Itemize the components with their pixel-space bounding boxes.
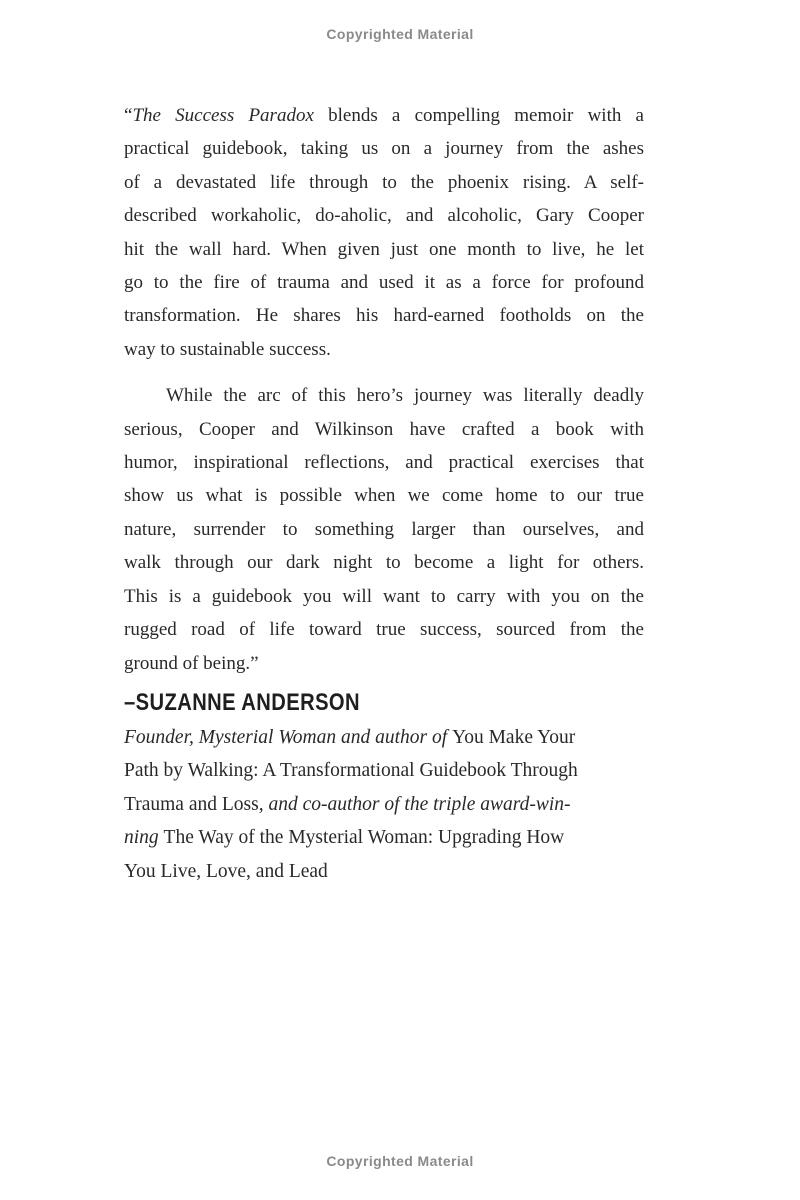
quote-line [124,580,644,613]
quote-line [124,266,644,299]
quote-line [124,647,644,680]
quote-line [124,166,644,199]
text-segment: You Make Your [452,726,576,748]
text-segment: described workaholic, do-aholic, and alcoholic, Gary Cooper [124,205,644,227]
credential-line [124,754,644,787]
quote-line [124,333,644,366]
text-segment: Founder, Mysterial Woman and author of [124,726,453,748]
quote-line [124,413,644,446]
quote-line [124,299,644,332]
endorsement-quote [124,99,644,680]
text-segment: rugged road of life toward true success, sourced from the [124,619,644,641]
text-segment: practical guidebook, taking us on a journey from the ashes [124,138,644,160]
quote-line [124,132,644,165]
quote-line [124,513,644,546]
text-segment: nature, surrender to something larger than ourselves, and [124,518,644,540]
text-segment: “ [124,105,133,126]
text-segment: hit the wall hard. When given just one month to live, he let [124,238,644,260]
text-segment: blends a compelling memoir with a [313,105,644,126]
quote-line [124,379,644,412]
text-segment: go to the fire of trauma and used it as a force for profound [124,272,644,294]
text-segment: transformation. He shares his hard-earned footholds on the [124,305,644,327]
credential-line [124,788,644,821]
page-content [124,99,644,888]
copyright-notice-top: Copyrighted Material [326,26,474,42]
text-segment: show us what is possible when we come home to our true [124,485,644,507]
text-segment: Path by Walking: A Transformational Guidebook Through [124,760,578,782]
quote-line [124,479,644,512]
credential-line [124,855,644,888]
text-segment: , and co-author of the triple award-win- [258,793,571,815]
text-segment: Trauma and Loss [124,793,259,815]
text-segment: While the arc of this hero’s journey was literally deadly [166,385,644,407]
text-segment: serious, Cooper and Wilkinson have crafted a book with [124,418,644,440]
text-segment: The Way of the Mysterial Woman: Upgrading How [163,827,565,849]
text-segment: You Live, Love, and Lead [124,860,328,882]
quote-line [124,199,644,232]
endorser-credentials [124,721,644,888]
text-segment: The Success Paradox [132,105,314,126]
quote-paragraph [124,379,644,680]
credential-line [124,721,644,754]
copyright-notice-bottom: Copyrighted Material [326,1153,474,1169]
quote-line [124,613,644,646]
quote-paragraph [124,99,644,366]
text-segment: This is a guidebook you will want to carry with you on the [124,585,644,607]
quote-line [124,233,644,266]
text-segment: humor, inspirational reflections, and practical exercises that [124,452,644,474]
credential-line [124,821,644,854]
text-segment: ground of being.” [124,652,259,674]
quote-line [124,546,644,579]
quote-line [124,446,644,479]
text-segment: of a devastated life through to the phoenix rising. A self- [124,171,644,193]
endorser-name: –SUZANNE ANDERSON [124,688,361,716]
text-segment: way to sustainable success. [124,338,331,360]
text-segment: ning [124,827,164,849]
quote-line [124,99,644,132]
text-segment: walk through our dark night to become a light for others. [124,552,644,574]
